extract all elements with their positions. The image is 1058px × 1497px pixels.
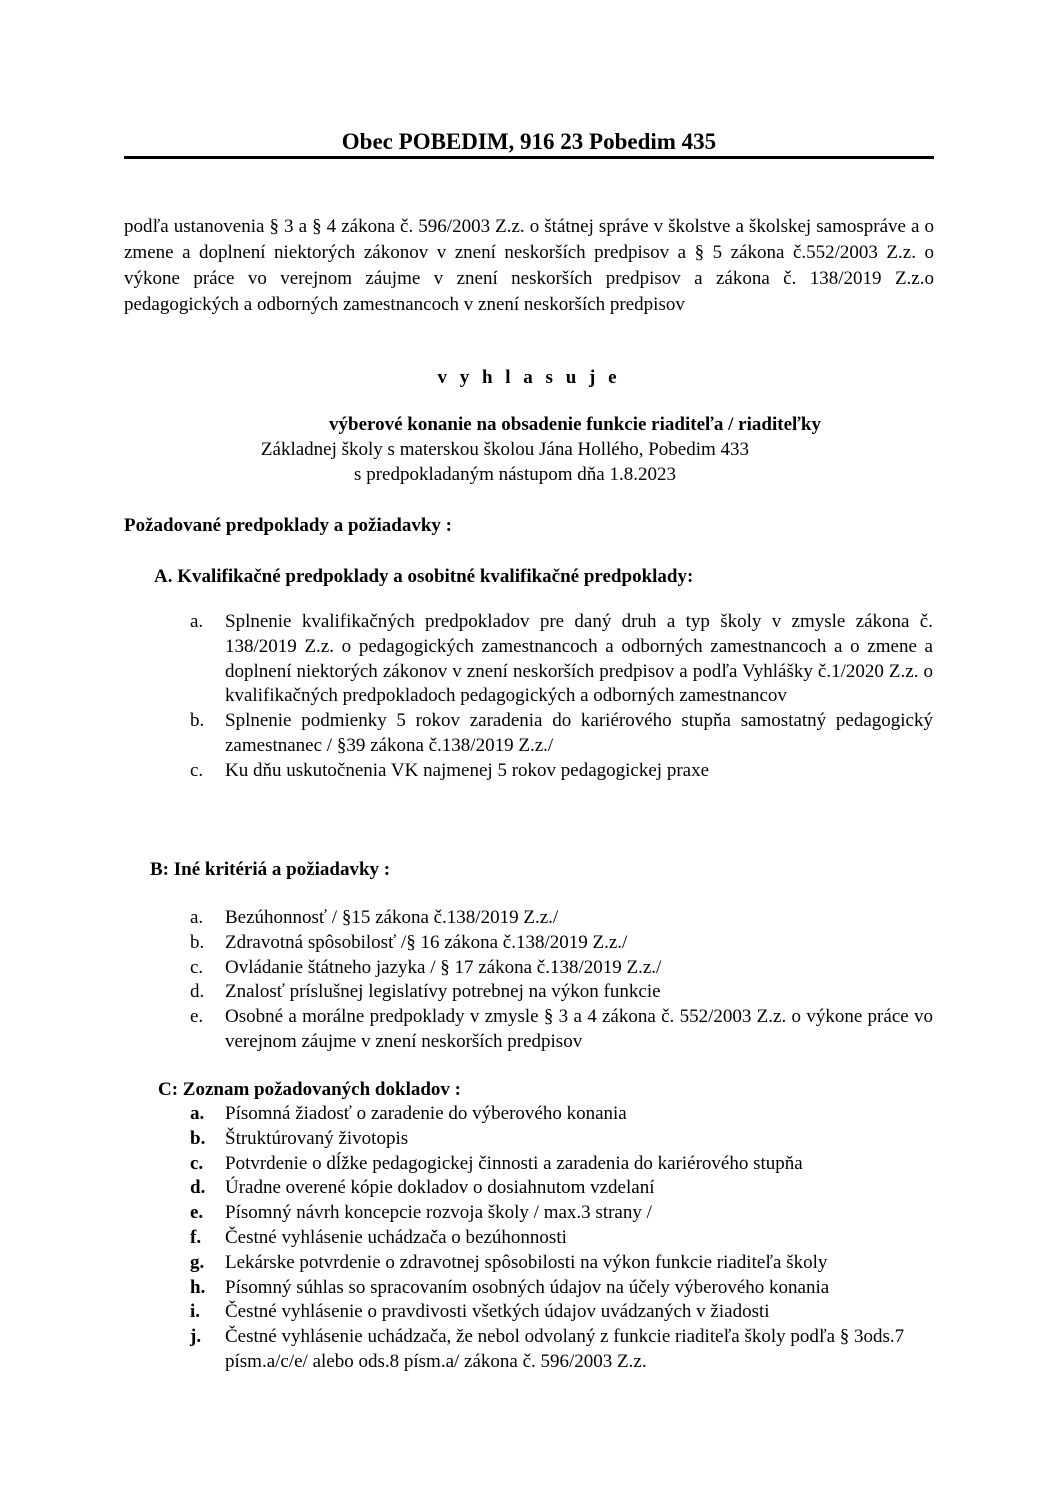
list-item-text: Písomný návrh koncepcie rozvoja školy / max.3 strany / bbox=[225, 1202, 652, 1224]
list-item bbox=[190, 1300, 933, 1325]
requirements-heading: Požadované predpoklady a požiadavky : bbox=[124, 515, 452, 536]
list-item-text: Čestné vyhlásenie o pravdivosti všetkých údajov uvádzaných v žiadosti bbox=[225, 1301, 770, 1323]
list-item bbox=[190, 906, 933, 931]
list-item-text: Písomný súhlas so spracovaním osobných údajov na účely výberového konania bbox=[225, 1276, 830, 1298]
list-item-text: Znalosť príslušnej legislatívy potrebnej na výkon funkcie bbox=[225, 981, 661, 1003]
list-item-text: Bezúhonnosť / §15 zákona č.138/2019 Z.z./ bbox=[225, 907, 559, 928]
list-item-marker: a. bbox=[190, 1103, 205, 1124]
intro-paragraph: podľa ustanovenia § 3 a § 4 zákona č. 596/2003 Z.z. o štátnej správe v školstve a školskej samospráve a o zmene a doplnení niektorých zákonov v znení neskorších predpisov a § 5 zákona č.552/2003 Z.z. o výkone práce vo verejnom záujme v znení neskorších predpisov a zákona č. 138/2019 Z.z.o pedagogických a odborných zamestnancoch v znení neskorších predpisov bbox=[124, 216, 934, 315]
list-item-marker: e. bbox=[190, 1202, 204, 1224]
list-item-marker: d. bbox=[190, 981, 205, 1003]
section-b-list bbox=[190, 906, 933, 1055]
list-item-text: Štruktúrovaný životopis bbox=[225, 1127, 409, 1149]
list-item-marker: d. bbox=[190, 1177, 206, 1199]
list-item bbox=[190, 1127, 933, 1152]
list-item-marker: c. bbox=[190, 956, 204, 978]
list-item bbox=[190, 1152, 933, 1177]
list-item-text: Ku dňu uskutočnenia VK najmenej 5 rokov pedagogickej praxe bbox=[225, 759, 710, 781]
list-item-marker: a. bbox=[190, 907, 204, 928]
header-divider bbox=[124, 156, 934, 159]
section-b-heading: B: Iné kritériá a požiadavky : bbox=[150, 859, 391, 880]
list-item bbox=[190, 931, 933, 956]
section-c-heading: C: Zoznam požadovaných dokladov : bbox=[158, 1079, 461, 1100]
section-a-list bbox=[190, 610, 933, 784]
announcement-title: výberové konanie na obsadenie funkcie riaditeľa / riaditeľky bbox=[329, 414, 821, 435]
document-header-title: Obec POBEDIM, 916 23 Pobedim 435 bbox=[341, 129, 717, 154]
list-item-marker: c. bbox=[190, 1152, 204, 1174]
list-item-marker: b. bbox=[190, 1127, 206, 1149]
list-item-marker: i. bbox=[190, 1301, 201, 1323]
list-item-text: Čestné vyhlásenie uchádzača, že nebol odvolaný z funkcie riaditeľa školy podľa § 3ods.7 písm.a/c/e/ alebo ods.8 písm.a/ zákona č. 596/2003 Z.z. bbox=[225, 1326, 905, 1372]
list-item-text: Zdravotná spôsobilosť /§ 16 zákona č.138/2019 Z.z./ bbox=[225, 931, 628, 953]
list-item-marker: b. bbox=[190, 710, 205, 732]
list-item bbox=[190, 1201, 933, 1226]
list-item-marker: e. bbox=[190, 1006, 204, 1028]
list-item bbox=[190, 1005, 933, 1055]
list-item-marker: a. bbox=[190, 611, 204, 632]
list-item-text: Písomná žiadosť o zaradenie do výberového konania bbox=[225, 1103, 627, 1124]
list-item-marker: j. bbox=[190, 1326, 202, 1348]
list-item bbox=[190, 759, 933, 784]
list-item bbox=[190, 1276, 933, 1301]
list-item bbox=[190, 1251, 933, 1276]
section-c-list bbox=[190, 1102, 933, 1375]
list-item-marker: h. bbox=[190, 1276, 206, 1298]
list-item bbox=[190, 980, 933, 1005]
list-item bbox=[190, 1325, 933, 1375]
list-item-text: Ovládanie štátneho jazyka / § 17 zákona č.138/2019 Z.z./ bbox=[225, 956, 662, 978]
list-item-text: Čestné vyhlásenie uchádzača o bezúhonnosti bbox=[225, 1226, 567, 1248]
list-item bbox=[190, 610, 933, 709]
declaration-heading: v y h l a s u j e bbox=[437, 367, 621, 388]
list-item-marker: c. bbox=[190, 759, 204, 781]
list-item bbox=[190, 1176, 933, 1201]
announcement-school: Základnej školy s materskou školou Jána Hollého, Pobedim 433 bbox=[260, 439, 750, 460]
list-item-text: Lekárske potvrdenie o zdravotnej spôsobilosti na výkon funkcie riaditeľa školy bbox=[225, 1251, 828, 1273]
list-item bbox=[190, 1226, 933, 1251]
list-item-text: Splnenie podmienky 5 rokov zaradenia do kariérového stupňa samostatný pedagogický zamestnanec / §39 zákona č.138/2019 Z.z./ bbox=[225, 710, 933, 756]
list-item bbox=[190, 709, 933, 759]
list-item-text: Potvrdenie o dĺžke pedagogickej činnosti a zaradenia do kariérového stupňa bbox=[225, 1152, 803, 1174]
list-item bbox=[190, 1102, 933, 1127]
list-item-marker: g. bbox=[190, 1251, 205, 1273]
list-item-text: Splnenie kvalifikačných predpokladov pre daný druh a typ školy v zmysle zákona č. 138/2019 Z.z. o pedagogických zamestnancoch a odborných zamestnancoch a o zmene a doplnení niektorých zákonov v znení neskorších predpisov a podľa Vyhlášky č.1/2020 Z.z. o kvalifikačných predpokladoch pedagogických a odborných zamestnancov bbox=[225, 611, 933, 707]
section-a-heading: A. Kvalifikačné predpoklady a osobitné kvalifikačné predpoklady: bbox=[154, 566, 694, 587]
list-item-marker: b. bbox=[190, 931, 205, 953]
announcement-start-date: s predpokladaným nástupom dňa 1.8.2023 bbox=[354, 464, 676, 485]
list-item-marker: f. bbox=[190, 1226, 202, 1248]
list-item bbox=[190, 956, 933, 981]
list-item-text: Úradne overené kópie dokladov o dosiahnutom vzdelaní bbox=[225, 1177, 655, 1199]
list-item-text: Osobné a morálne predpoklady v zmysle § 3 a 4 zákona č. 552/2003 Z.z. o výkone práce vo verejnom záujme v znení neskorších predpisov bbox=[225, 1006, 933, 1052]
